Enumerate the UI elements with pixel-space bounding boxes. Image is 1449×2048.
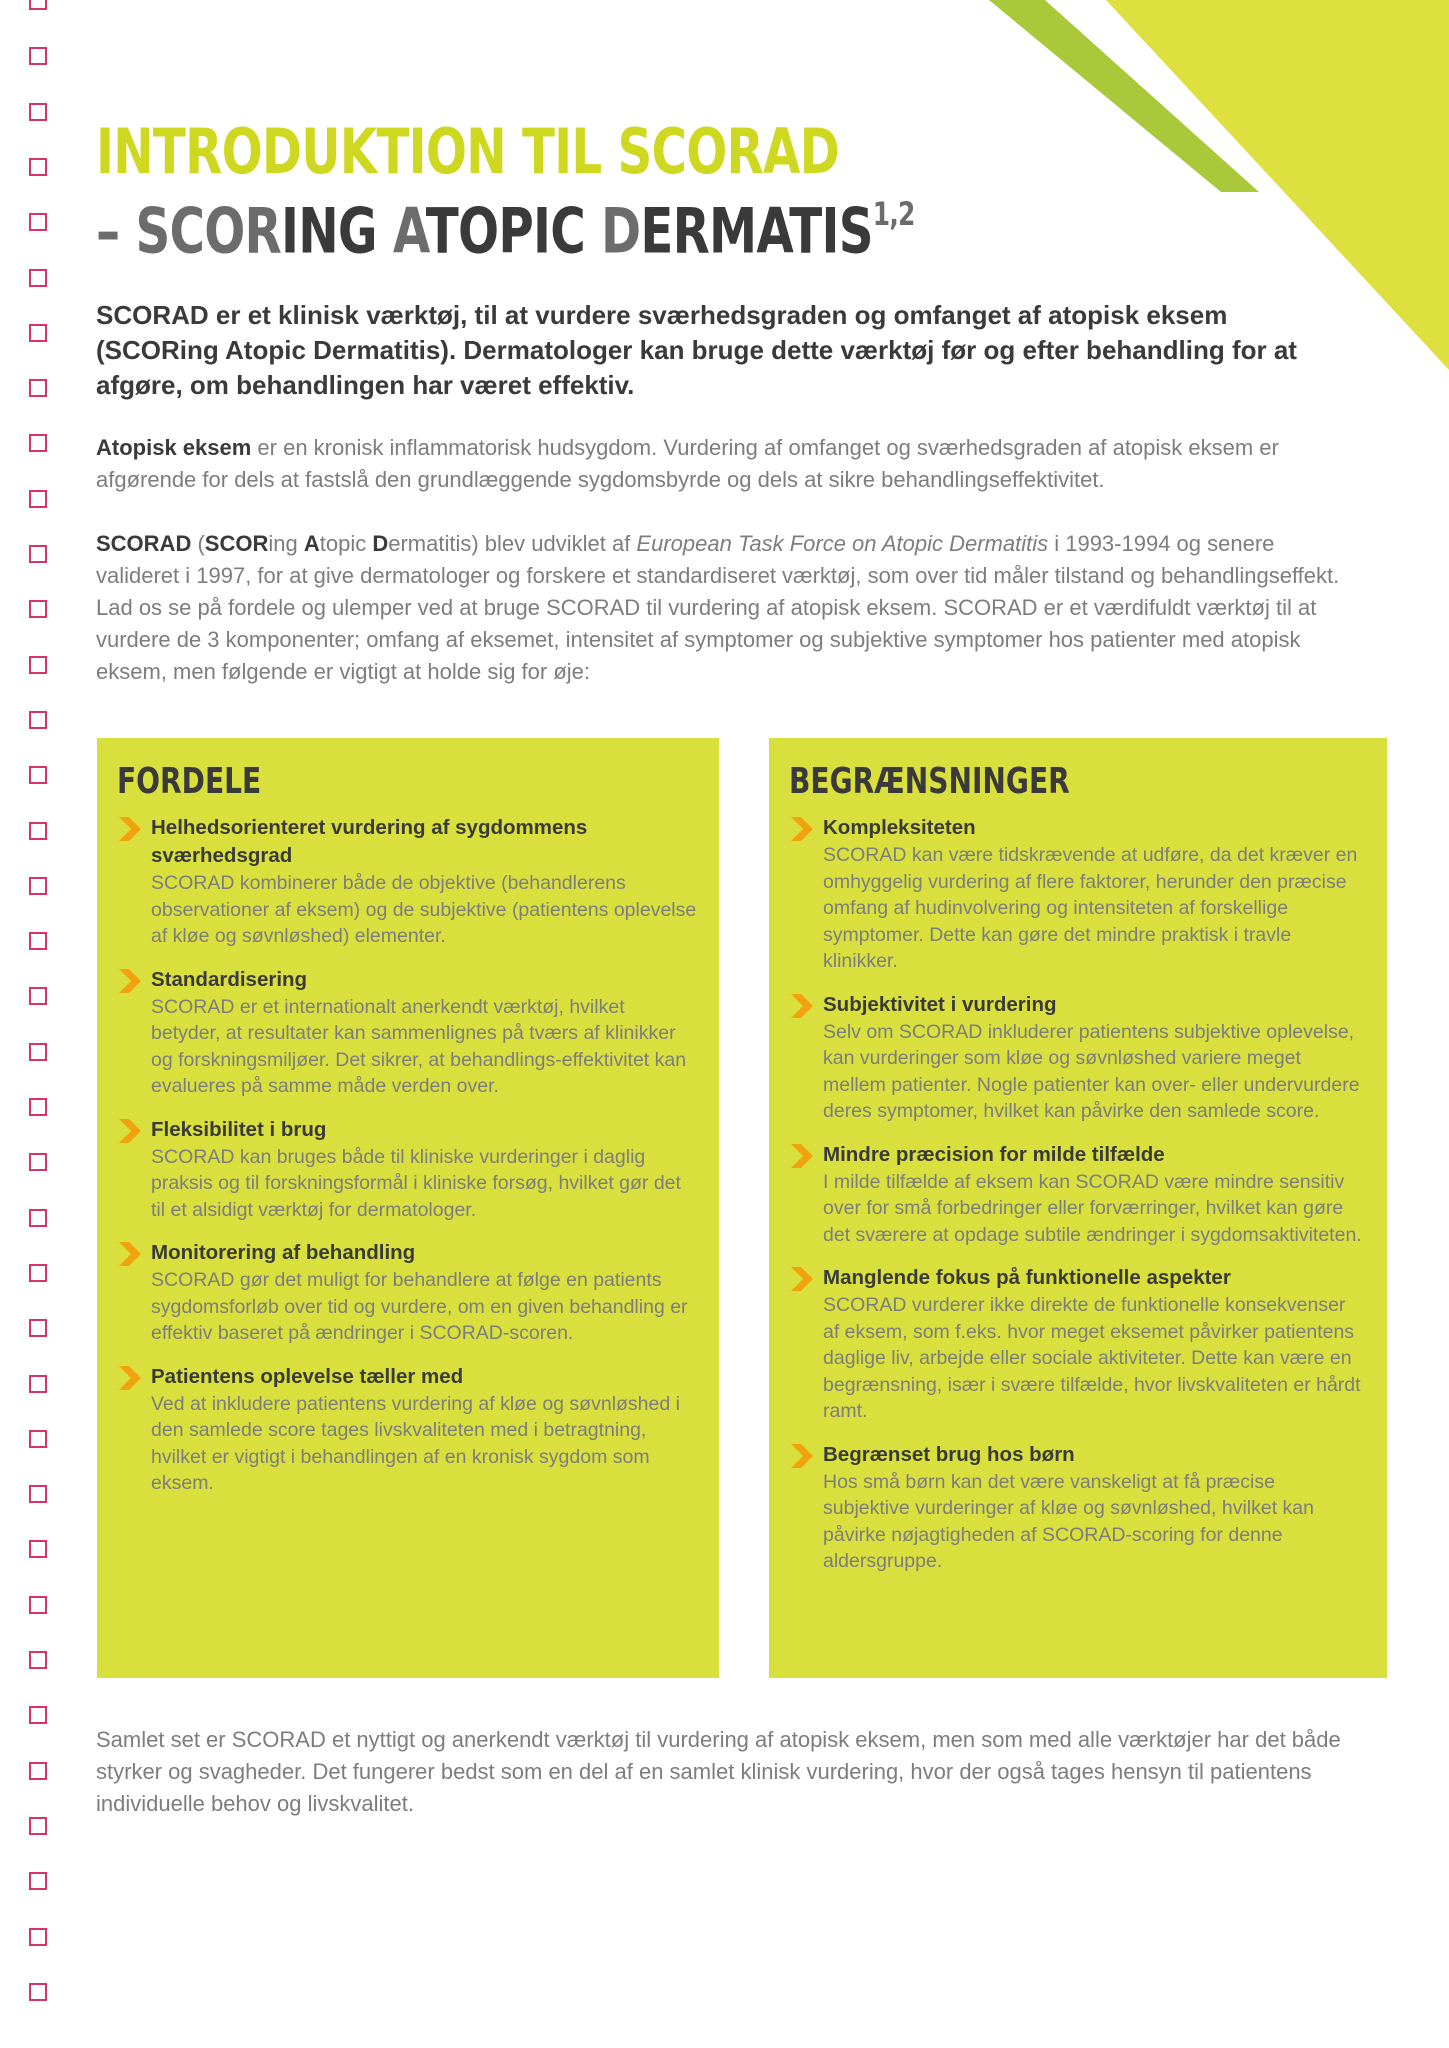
checkbox-icon — [29, 434, 47, 452]
checkbox-icon — [29, 1983, 47, 2001]
checkbox-icon — [29, 1430, 47, 1448]
checkbox-icon — [29, 1872, 47, 1890]
checkbox-icon — [29, 1928, 47, 1946]
fordele-title: FORDELE — [117, 761, 262, 802]
fordele-box — [97, 738, 719, 1678]
begraensninger-list — [789, 814, 1367, 1575]
fordele-list — [117, 814, 699, 1497]
checkbox-icon — [29, 103, 47, 121]
title-line-1: INTRODUKTION TIL SCORAD — [96, 115, 840, 188]
checkbox-icon — [29, 1319, 47, 1337]
checkbox-icon — [29, 158, 47, 176]
checkbox-icon — [29, 987, 47, 1005]
checkbox-icon — [29, 490, 47, 508]
checkbox-icon — [29, 1485, 47, 1503]
checkbox-icon — [29, 1375, 47, 1393]
checkbox-icon — [29, 0, 47, 10]
list-item: Helhedsorienteret vurdering af sygdommens sværhedsgrad SCORAD kombinerer både de objektive (behandlerens observationer af eksem) og de subjektive (patientens oplevelse af kløe og søvnløshed) elementer. — [117, 814, 699, 950]
intro-paragraph-1: Atopisk eksem er en kronisk inflammatorisk hudsygdom. Vurdering af omfanget og sværhedsgraden af atopisk eksem er afgørende for dels at fastslå den grundlæggende sygdomsbyrde og dels at sikre behandlingseffektivitet. — [96, 435, 1279, 492]
list-item: Standardisering SCORAD er et internationalt anerkendt værktøj, hvilket betyder, at resultater kan sammenlignes på tværs af klinikker og forskningsmiljøer. Det sikrer, at behandlings-effektivitet kan evalueres på samme måde verden over. — [117, 966, 699, 1100]
chevron-right-icon — [117, 969, 143, 993]
page-title — [96, 115, 996, 268]
checkbox-icon — [29, 1706, 47, 1724]
list-item: Begrænset brug hos børn Hos små børn kan det være vanskeligt at få præcise subjektive vurderinger af kløe og søvnløshed, hvilket kan påvirke nøjagtigheden af SCORAD-scoring for denne aldersgruppe. — [789, 1441, 1367, 1575]
checkbox-icon — [29, 822, 47, 840]
checkbox-icon — [29, 1762, 47, 1780]
checkbox-icon — [29, 379, 47, 397]
checkbox-icon — [29, 1596, 47, 1614]
begraensninger-box — [769, 738, 1387, 1678]
list-item: Manglende fokus på funktionelle aspekter SCORAD vurderer ikke direkte de funktionelle konsekvenser af eksem, som f.eks. hvor meget eksemet påvirker patientens daglige liv, arbejde eller sociale aktiviteter. Dette kan være en begrænsning, især i svære tilfælde, hvor livskvaliteten er hårdt ramt. — [789, 1264, 1367, 1425]
checkbox-icon — [29, 1043, 47, 1061]
chevron-right-icon — [117, 817, 143, 841]
list-item: Subjektivitet i vurdering Selv om SCORAD inkluderer patientens subjektive oplevelse, kan vurderinger som kløe og søvnløshed variere meget mellem patienter. Nogle patienter kan over- eller undervurdere deres symptomer, hvilket kan påvirke den samlede score. — [789, 991, 1367, 1125]
checkbox-icon — [29, 47, 47, 65]
chevron-right-icon — [789, 1267, 815, 1291]
chevron-right-icon — [789, 994, 815, 1018]
checkbox-icon — [29, 1540, 47, 1558]
summary-paragraph: Samlet set er SCORAD et nyttigt og anerkendt værktøj til vurdering af atopisk eksem, men som med alle værktøjer har det både styrker og svagheder. Det fungerer bedst som en del af en samlet klinisk vurdering, hvor der også tages hensyn til patientens individuelle behov og livskvalitet. — [96, 1727, 1341, 1816]
checkbox-icon — [29, 1651, 47, 1669]
checkbox-margin — [0, 0, 80, 2048]
checkbox-icon — [29, 656, 47, 674]
checkbox-icon — [29, 1209, 47, 1227]
checkbox-icon — [29, 766, 47, 784]
checkbox-icon — [29, 711, 47, 729]
title-line-2: – SCORING ATOPIC DERMATIS$^{1,2}$ — [96, 194, 915, 268]
checkbox-icon — [29, 269, 47, 287]
chevron-right-icon — [117, 1242, 143, 1266]
checkbox-icon — [29, 600, 47, 618]
checkbox-icon — [29, 932, 47, 950]
begraensninger-title: BEGRÆNSNINGER — [789, 761, 1070, 802]
checkbox-icon — [29, 1817, 47, 1835]
title-superscript: 1,2 — [872, 195, 915, 233]
list-item: Mindre præcision for milde tilfælde I milde tilfælde af eksem kan SCORAD være mindre sensitiv over for små forbedringer eller forværringer, hvilket kan gøre det sværere at opdage subtile ændringer i sygdomsaktiviteten. — [789, 1141, 1367, 1249]
chevron-right-icon — [789, 1444, 815, 1468]
intro-paragraph-2: SCORAD (SCORing Atopic Dermatitis) blev udviklet af European Task Force on Atopic Dermatitis i 1993-1994 og senere valideret i 1997, for at give dermatologer og forskere et standardiseret værktøj, som over tid måler tilstand og behandlingseffekt. Lad os se på fordele og ulemper ved at bruge SCORAD til vurdering af atopisk eksem. SCORAD er et værdifuldt værktøj til at vurdere de 3 komponenter; omfang af eksemet, intensitet af symptomer og subjektive symptomer hos patienter med atopisk eksem, men følgende er vigtigt at holde sig for øje: — [96, 531, 1340, 684]
chevron-right-icon — [789, 1144, 815, 1168]
checkbox-icon — [29, 324, 47, 342]
chevron-right-icon — [117, 1119, 143, 1143]
checkbox-icon — [29, 1098, 47, 1116]
lead-paragraph: SCORAD er et klinisk værktøj, til at vurdere sværhedsgraden og omfanget af atopisk eksem (SCORing Atopic Dermatitis). Dermatologer kan bruge dette værktøj før og efter behandling for at afgøre, om behandlingen har været effektiv. — [96, 300, 1297, 400]
checkbox-icon — [29, 877, 47, 895]
chevron-right-icon — [117, 1366, 143, 1390]
checkbox-icon — [29, 213, 47, 231]
checkbox-icon — [29, 545, 47, 563]
chevron-right-icon — [789, 817, 815, 841]
checkbox-icon — [29, 1264, 47, 1282]
list-item: Monitorering af behandling SCORAD gør det muligt for behandlere at følge en patients sygdomsforløb over tid og vurdere, om en given behandling er effektiv baseret på ændringer i SCORAD-scoren. — [117, 1239, 699, 1347]
list-item: Patientens oplevelse tæller med Ved at inkludere patientens vurdering af kløe og søvnløshed i den samlede score tages livskvaliteten med i betragtning, hvilket er vigtigt i behandlingen af en kronisk sygdom som eksem. — [117, 1363, 699, 1497]
checkbox-icon — [29, 1153, 47, 1171]
list-item: Kompleksiteten SCORAD kan være tidskrævende at udføre, da det kræver en omhyggelig vurdering af flere faktorer, herunder den præcise omfang af hudinvolvering og intensiteten af forskellige symptomer. Dette kan gøre det mindre praktisk i travle klinikker. — [789, 814, 1367, 975]
list-item: Fleksibilitet i brug SCORAD kan bruges både til kliniske vurderinger i daglig praksis og til forskningsformål i kliniske forsøg, hvilket gør det til et alsidigt værktøj for dermatologer. — [117, 1116, 699, 1224]
